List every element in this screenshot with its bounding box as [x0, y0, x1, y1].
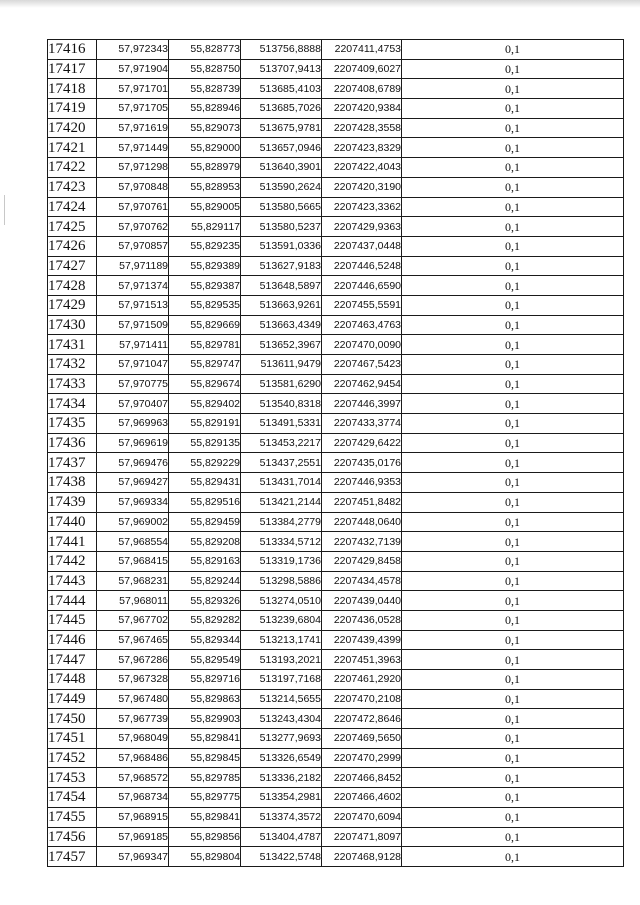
x-coordinate-cell: 513648,5897 — [241, 276, 322, 296]
longitude-cell: 55,829191 — [169, 414, 241, 434]
longitude-cell: 55,828953 — [169, 177, 241, 197]
x-coordinate-cell: 513581,6290 — [241, 374, 322, 394]
scan-margin-mark — [4, 195, 5, 225]
table-row — [48, 118, 624, 138]
accuracy-cell: 0,1 — [402, 768, 624, 788]
accuracy-cell: 0,1 — [402, 473, 624, 493]
longitude-cell: 55,829117 — [169, 217, 241, 237]
x-coordinate-cell: 513590,2624 — [241, 177, 322, 197]
x-coordinate-cell: 513197,7168 — [241, 670, 322, 690]
point-number-cell: 17432 — [48, 355, 97, 375]
y-coordinate-cell: 2207446,5248 — [322, 256, 402, 276]
coordinates-table — [47, 39, 624, 867]
longitude-cell: 55,829005 — [169, 197, 241, 217]
coordinates-table-body — [48, 40, 624, 867]
latitude-cell: 57,967328 — [97, 670, 169, 690]
latitude-cell: 57,968486 — [97, 748, 169, 768]
x-coordinate-cell: 513437,2551 — [241, 453, 322, 473]
longitude-cell: 55,829549 — [169, 650, 241, 670]
point-number-cell: 17454 — [48, 788, 97, 808]
point-number-cell: 17417 — [48, 59, 97, 79]
y-coordinate-cell: 2207470,2108 — [322, 689, 402, 709]
latitude-cell: 57,971411 — [97, 335, 169, 355]
table-row — [48, 414, 624, 434]
accuracy-cell: 0,1 — [402, 177, 624, 197]
y-coordinate-cell: 2207461,2920 — [322, 670, 402, 690]
accuracy-cell: 0,1 — [402, 689, 624, 709]
point-number-cell: 17445 — [48, 610, 97, 630]
x-coordinate-cell: 513627,9183 — [241, 256, 322, 276]
latitude-cell: 57,972343 — [97, 40, 169, 60]
y-coordinate-cell: 2207411,4753 — [322, 40, 402, 60]
latitude-cell: 57,968734 — [97, 788, 169, 808]
longitude-cell: 55,829535 — [169, 295, 241, 315]
longitude-cell: 55,829856 — [169, 827, 241, 847]
point-number-cell: 17440 — [48, 512, 97, 532]
latitude-cell: 57,967286 — [97, 650, 169, 670]
accuracy-cell: 0,1 — [402, 512, 624, 532]
point-number-cell: 17429 — [48, 295, 97, 315]
table-row — [48, 236, 624, 256]
y-coordinate-cell: 2207428,3558 — [322, 118, 402, 138]
point-number-cell: 17433 — [48, 374, 97, 394]
y-coordinate-cell: 2207471,8097 — [322, 827, 402, 847]
accuracy-cell: 0,1 — [402, 295, 624, 315]
longitude-cell: 55,829841 — [169, 807, 241, 827]
y-coordinate-cell: 2207429,6422 — [322, 433, 402, 453]
longitude-cell: 55,829344 — [169, 630, 241, 650]
y-coordinate-cell: 2207470,2999 — [322, 748, 402, 768]
latitude-cell: 57,969476 — [97, 453, 169, 473]
latitude-cell: 57,968049 — [97, 729, 169, 749]
latitude-cell: 57,971705 — [97, 99, 169, 119]
point-number-cell: 17425 — [48, 217, 97, 237]
y-coordinate-cell: 2207436,0528 — [322, 610, 402, 630]
table-row — [48, 158, 624, 178]
table-row — [48, 217, 624, 237]
point-number-cell: 17446 — [48, 630, 97, 650]
x-coordinate-cell: 513685,4103 — [241, 79, 322, 99]
y-coordinate-cell: 2207423,8329 — [322, 138, 402, 158]
y-coordinate-cell: 2207469,5650 — [322, 729, 402, 749]
accuracy-cell: 0,1 — [402, 236, 624, 256]
accuracy-cell: 0,1 — [402, 138, 624, 158]
x-coordinate-cell: 513193,2021 — [241, 650, 322, 670]
point-number-cell: 17423 — [48, 177, 97, 197]
point-number-cell: 17421 — [48, 138, 97, 158]
latitude-cell: 57,969334 — [97, 492, 169, 512]
table-row — [48, 650, 624, 670]
latitude-cell: 57,969427 — [97, 473, 169, 493]
accuracy-cell: 0,1 — [402, 610, 624, 630]
table-row — [48, 630, 624, 650]
table-row — [48, 473, 624, 493]
point-number-cell: 17437 — [48, 453, 97, 473]
x-coordinate-cell: 513298,5886 — [241, 571, 322, 591]
longitude-cell: 55,829163 — [169, 551, 241, 571]
point-number-cell: 17448 — [48, 670, 97, 690]
x-coordinate-cell: 513707,9413 — [241, 59, 322, 79]
y-coordinate-cell: 2207432,7139 — [322, 532, 402, 552]
y-coordinate-cell: 2207446,3997 — [322, 394, 402, 414]
y-coordinate-cell: 2207467,5423 — [322, 355, 402, 375]
latitude-cell: 57,969185 — [97, 827, 169, 847]
longitude-cell: 55,829326 — [169, 591, 241, 611]
y-coordinate-cell: 2207455,5591 — [322, 295, 402, 315]
latitude-cell: 57,969347 — [97, 847, 169, 867]
y-coordinate-cell: 2207462,9454 — [322, 374, 402, 394]
y-coordinate-cell: 2207435,0176 — [322, 453, 402, 473]
longitude-cell: 55,829845 — [169, 748, 241, 768]
table-row — [48, 177, 624, 197]
x-coordinate-cell: 513640,3901 — [241, 158, 322, 178]
latitude-cell: 57,971509 — [97, 315, 169, 335]
longitude-cell: 55,828979 — [169, 158, 241, 178]
y-coordinate-cell: 2207437,0448 — [322, 236, 402, 256]
table-row — [48, 807, 624, 827]
accuracy-cell: 0,1 — [402, 748, 624, 768]
x-coordinate-cell: 513453,2217 — [241, 433, 322, 453]
y-coordinate-cell: 2207470,0090 — [322, 335, 402, 355]
longitude-cell: 55,829841 — [169, 729, 241, 749]
latitude-cell: 57,968554 — [97, 532, 169, 552]
y-coordinate-cell: 2207423,3362 — [322, 197, 402, 217]
table-row — [48, 276, 624, 296]
accuracy-cell: 0,1 — [402, 551, 624, 571]
accuracy-cell: 0,1 — [402, 40, 624, 60]
point-number-cell: 17419 — [48, 99, 97, 119]
accuracy-cell: 0,1 — [402, 197, 624, 217]
accuracy-cell: 0,1 — [402, 433, 624, 453]
longitude-cell: 55,829459 — [169, 512, 241, 532]
table-row — [48, 670, 624, 690]
x-coordinate-cell: 513422,5748 — [241, 847, 322, 867]
y-coordinate-cell: 2207446,6590 — [322, 276, 402, 296]
table-row — [48, 433, 624, 453]
point-number-cell: 17430 — [48, 315, 97, 335]
y-coordinate-cell: 2207468,9128 — [322, 847, 402, 867]
latitude-cell: 57,971449 — [97, 138, 169, 158]
y-coordinate-cell: 2207408,6789 — [322, 79, 402, 99]
table-row — [48, 551, 624, 571]
accuracy-cell: 0,1 — [402, 650, 624, 670]
y-coordinate-cell: 2207434,4578 — [322, 571, 402, 591]
point-number-cell: 17426 — [48, 236, 97, 256]
latitude-cell: 57,971513 — [97, 295, 169, 315]
table-row — [48, 788, 624, 808]
latitude-cell: 57,971701 — [97, 79, 169, 99]
x-coordinate-cell: 513491,5331 — [241, 414, 322, 434]
longitude-cell: 55,828773 — [169, 40, 241, 60]
accuracy-cell: 0,1 — [402, 99, 624, 119]
longitude-cell: 55,829669 — [169, 315, 241, 335]
y-coordinate-cell: 2207429,8458 — [322, 551, 402, 571]
point-number-cell: 17450 — [48, 709, 97, 729]
y-coordinate-cell: 2207429,9363 — [322, 217, 402, 237]
accuracy-cell: 0,1 — [402, 492, 624, 512]
latitude-cell: 57,971047 — [97, 355, 169, 375]
x-coordinate-cell: 513421,2144 — [241, 492, 322, 512]
y-coordinate-cell: 2207420,9384 — [322, 99, 402, 119]
accuracy-cell: 0,1 — [402, 670, 624, 690]
table-row — [48, 79, 624, 99]
longitude-cell: 55,828946 — [169, 99, 241, 119]
point-number-cell: 17442 — [48, 551, 97, 571]
y-coordinate-cell: 2207472,8646 — [322, 709, 402, 729]
longitude-cell: 55,828750 — [169, 59, 241, 79]
longitude-cell: 55,829863 — [169, 689, 241, 709]
table-row — [48, 827, 624, 847]
longitude-cell: 55,829135 — [169, 433, 241, 453]
longitude-cell: 55,829431 — [169, 473, 241, 493]
latitude-cell: 57,970857 — [97, 236, 169, 256]
x-coordinate-cell: 513580,5237 — [241, 217, 322, 237]
point-number-cell: 17435 — [48, 414, 97, 434]
longitude-cell: 55,829073 — [169, 118, 241, 138]
latitude-cell: 57,970407 — [97, 394, 169, 414]
x-coordinate-cell: 513326,6549 — [241, 748, 322, 768]
point-number-cell: 17416 — [48, 40, 97, 60]
point-number-cell: 17422 — [48, 158, 97, 178]
y-coordinate-cell: 2207448,0640 — [322, 512, 402, 532]
table-row — [48, 729, 624, 749]
latitude-cell: 57,970848 — [97, 177, 169, 197]
x-coordinate-cell: 513591,0336 — [241, 236, 322, 256]
longitude-cell: 55,829781 — [169, 335, 241, 355]
y-coordinate-cell: 2207470,6094 — [322, 807, 402, 827]
table-row — [48, 295, 624, 315]
point-number-cell: 17424 — [48, 197, 97, 217]
longitude-cell: 55,829000 — [169, 138, 241, 158]
point-number-cell: 17436 — [48, 433, 97, 453]
table-row — [48, 99, 624, 119]
longitude-cell: 55,829229 — [169, 453, 241, 473]
y-coordinate-cell: 2207422,4043 — [322, 158, 402, 178]
x-coordinate-cell: 513374,3572 — [241, 807, 322, 827]
accuracy-cell: 0,1 — [402, 59, 624, 79]
y-coordinate-cell: 2207420,3190 — [322, 177, 402, 197]
point-number-cell: 17443 — [48, 571, 97, 591]
x-coordinate-cell: 513580,5665 — [241, 197, 322, 217]
x-coordinate-cell: 513336,2182 — [241, 768, 322, 788]
accuracy-cell: 0,1 — [402, 571, 624, 591]
x-coordinate-cell: 513354,2981 — [241, 788, 322, 808]
table-row — [48, 768, 624, 788]
table-row — [48, 138, 624, 158]
x-coordinate-cell: 513214,5655 — [241, 689, 322, 709]
y-coordinate-cell: 2207451,8482 — [322, 492, 402, 512]
point-number-cell: 17431 — [48, 335, 97, 355]
table-row — [48, 335, 624, 355]
latitude-cell: 57,971189 — [97, 256, 169, 276]
accuracy-cell: 0,1 — [402, 847, 624, 867]
latitude-cell: 57,968572 — [97, 768, 169, 788]
x-coordinate-cell: 513657,0946 — [241, 138, 322, 158]
accuracy-cell: 0,1 — [402, 532, 624, 552]
latitude-cell: 57,968415 — [97, 551, 169, 571]
y-coordinate-cell: 2207439,0440 — [322, 591, 402, 611]
latitude-cell: 57,971619 — [97, 118, 169, 138]
table-row — [48, 394, 624, 414]
longitude-cell: 55,829516 — [169, 492, 241, 512]
table-row — [48, 748, 624, 768]
x-coordinate-cell: 513334,5712 — [241, 532, 322, 552]
table-row — [48, 315, 624, 335]
table-row — [48, 512, 624, 532]
accuracy-cell: 0,1 — [402, 807, 624, 827]
x-coordinate-cell: 513685,7026 — [241, 99, 322, 119]
y-coordinate-cell: 2207466,4602 — [322, 788, 402, 808]
table-row — [48, 374, 624, 394]
x-coordinate-cell: 513404,4787 — [241, 827, 322, 847]
table-row — [48, 610, 624, 630]
y-coordinate-cell: 2207446,9353 — [322, 473, 402, 493]
latitude-cell: 57,968231 — [97, 571, 169, 591]
table-row — [48, 256, 624, 276]
longitude-cell: 55,829282 — [169, 610, 241, 630]
point-number-cell: 17447 — [48, 650, 97, 670]
latitude-cell: 57,971374 — [97, 276, 169, 296]
accuracy-cell: 0,1 — [402, 630, 624, 650]
accuracy-cell: 0,1 — [402, 315, 624, 335]
x-coordinate-cell: 513319,1736 — [241, 551, 322, 571]
point-number-cell: 17449 — [48, 689, 97, 709]
latitude-cell: 57,970775 — [97, 374, 169, 394]
table-row — [48, 709, 624, 729]
point-number-cell: 17453 — [48, 768, 97, 788]
x-coordinate-cell: 513611,9479 — [241, 355, 322, 375]
table-row — [48, 571, 624, 591]
x-coordinate-cell: 513274,0510 — [241, 591, 322, 611]
accuracy-cell: 0,1 — [402, 591, 624, 611]
point-number-cell: 17434 — [48, 394, 97, 414]
latitude-cell: 57,970761 — [97, 197, 169, 217]
longitude-cell: 55,829747 — [169, 355, 241, 375]
accuracy-cell: 0,1 — [402, 374, 624, 394]
longitude-cell: 55,829674 — [169, 374, 241, 394]
point-number-cell: 17420 — [48, 118, 97, 138]
longitude-cell: 55,829389 — [169, 256, 241, 276]
x-coordinate-cell: 513431,7014 — [241, 473, 322, 493]
table-row — [48, 453, 624, 473]
y-coordinate-cell: 2207451,3963 — [322, 650, 402, 670]
longitude-cell: 55,829208 — [169, 532, 241, 552]
point-number-cell: 17441 — [48, 532, 97, 552]
longitude-cell: 55,829785 — [169, 768, 241, 788]
accuracy-cell: 0,1 — [402, 709, 624, 729]
accuracy-cell: 0,1 — [402, 827, 624, 847]
latitude-cell: 57,968011 — [97, 591, 169, 611]
x-coordinate-cell: 513540,8318 — [241, 394, 322, 414]
accuracy-cell: 0,1 — [402, 729, 624, 749]
latitude-cell: 57,967465 — [97, 630, 169, 650]
accuracy-cell: 0,1 — [402, 118, 624, 138]
accuracy-cell: 0,1 — [402, 79, 624, 99]
accuracy-cell: 0,1 — [402, 276, 624, 296]
y-coordinate-cell: 2207466,8452 — [322, 768, 402, 788]
point-number-cell: 17444 — [48, 591, 97, 611]
longitude-cell: 55,829402 — [169, 394, 241, 414]
latitude-cell: 57,969963 — [97, 414, 169, 434]
x-coordinate-cell: 513213,1741 — [241, 630, 322, 650]
x-coordinate-cell: 513756,8888 — [241, 40, 322, 60]
x-coordinate-cell: 513675,9781 — [241, 118, 322, 138]
table-row — [48, 532, 624, 552]
point-number-cell: 17427 — [48, 256, 97, 276]
point-number-cell: 17452 — [48, 748, 97, 768]
table-row — [48, 591, 624, 611]
latitude-cell: 57,967739 — [97, 709, 169, 729]
table-row — [48, 40, 624, 60]
accuracy-cell: 0,1 — [402, 453, 624, 473]
accuracy-cell: 0,1 — [402, 335, 624, 355]
y-coordinate-cell: 2207463,4763 — [322, 315, 402, 335]
x-coordinate-cell: 513663,9261 — [241, 295, 322, 315]
latitude-cell: 57,971904 — [97, 59, 169, 79]
longitude-cell: 55,829387 — [169, 276, 241, 296]
x-coordinate-cell: 513277,9693 — [241, 729, 322, 749]
table-row — [48, 59, 624, 79]
latitude-cell: 57,971298 — [97, 158, 169, 178]
table-row — [48, 689, 624, 709]
accuracy-cell: 0,1 — [402, 414, 624, 434]
longitude-cell: 55,829775 — [169, 788, 241, 808]
table-row — [48, 492, 624, 512]
point-number-cell: 17457 — [48, 847, 97, 867]
point-number-cell: 17451 — [48, 729, 97, 749]
accuracy-cell: 0,1 — [402, 256, 624, 276]
x-coordinate-cell: 513243,4304 — [241, 709, 322, 729]
x-coordinate-cell: 513663,4349 — [241, 315, 322, 335]
point-number-cell: 17418 — [48, 79, 97, 99]
point-number-cell: 17428 — [48, 276, 97, 296]
accuracy-cell: 0,1 — [402, 788, 624, 808]
y-coordinate-cell: 2207433,3774 — [322, 414, 402, 434]
latitude-cell: 57,969002 — [97, 512, 169, 532]
x-coordinate-cell: 513239,6804 — [241, 610, 322, 630]
y-coordinate-cell: 2207409,6027 — [322, 59, 402, 79]
latitude-cell: 57,967702 — [97, 610, 169, 630]
accuracy-cell: 0,1 — [402, 217, 624, 237]
accuracy-cell: 0,1 — [402, 394, 624, 414]
longitude-cell: 55,829804 — [169, 847, 241, 867]
point-number-cell: 17455 — [48, 807, 97, 827]
accuracy-cell: 0,1 — [402, 355, 624, 375]
longitude-cell: 55,829903 — [169, 709, 241, 729]
x-coordinate-cell: 513652,3967 — [241, 335, 322, 355]
point-number-cell: 17456 — [48, 827, 97, 847]
latitude-cell: 57,968915 — [97, 807, 169, 827]
latitude-cell: 57,969619 — [97, 433, 169, 453]
longitude-cell: 55,829235 — [169, 236, 241, 256]
table-row — [48, 197, 624, 217]
x-coordinate-cell: 513384,2779 — [241, 512, 322, 532]
y-coordinate-cell: 2207439,4399 — [322, 630, 402, 650]
point-number-cell: 17439 — [48, 492, 97, 512]
point-number-cell: 17438 — [48, 473, 97, 493]
table-row — [48, 355, 624, 375]
latitude-cell: 57,970762 — [97, 217, 169, 237]
longitude-cell: 55,829244 — [169, 571, 241, 591]
longitude-cell: 55,829716 — [169, 670, 241, 690]
accuracy-cell: 0,1 — [402, 158, 624, 178]
latitude-cell: 57,967480 — [97, 689, 169, 709]
longitude-cell: 55,828739 — [169, 79, 241, 99]
scan-top-edge — [0, 0, 640, 8]
table-row — [48, 847, 624, 867]
